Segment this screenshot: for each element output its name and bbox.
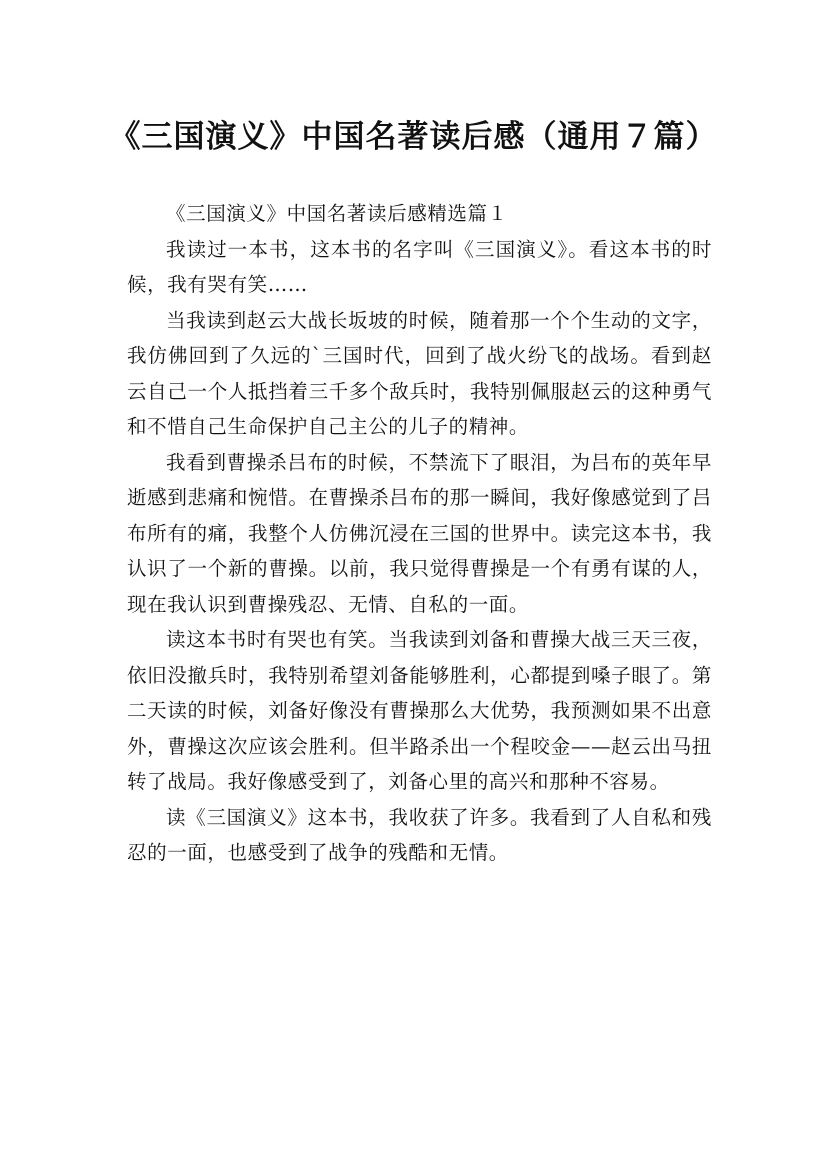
paragraph: 我看到曹操杀吕布的时候，不禁流下了眼泪，为吕布的英年早逝感到悲痛和惋惜。在曹操杀吕布的那一瞬间，我好像感觉到了吕布所有的痛，我整个人仿佛沉浸在三国的世界中。读完这本书，我认识了一个新的曹操。以前，我只觉得曹操是一个有勇有谋的人，现在我认识到曹操残忍、无情、自私的一面。 [127,450,712,616]
document-title: 《三国演义》中国名著读后感（通用７篇） [109,118,718,155]
section-heading: 《三国演义》中国名著读后感精选篇１ [166,202,508,225]
paragraph: 读《三国演义》这本书，我收获了许多。我看到了人自私和残忍的一面，也感受到了战争的残酷和无情。 [127,805,712,864]
paragraph: 读这本书时有哭也有笑。当我读到刘备和曹操大战三天三夜，依旧没撤兵时，我特别希望刘备能够胜利，心都提到嗓子眼了。第二天读的时候，刘备好像没有曹操那么大优势，我预测如果不出意外，曹操这次应该会胜利。但半路杀出一个程咬金——赵云出马扭转了战局。我好像感受到了，刘备心里的高兴和那种不容易。 [127,628,712,793]
paragraph: 当我读到赵云大战长坂坡的时候，随着那一个个生动的文字，我仿佛回到了久远的`三国时代，回到了战火纷飞的战场。看到赵云自己一个人抵挡着三千多个敌兵时，我特别佩服赵云的这种勇气和不惜自己生命保护自己主公的儿子的精神。 [127,308,712,438]
document-body [127,196,712,871]
paragraph: 我读过一本书，这本书的名字叫《三国演义》。看这本书的时候，我有哭有笑…… [127,237,712,296]
